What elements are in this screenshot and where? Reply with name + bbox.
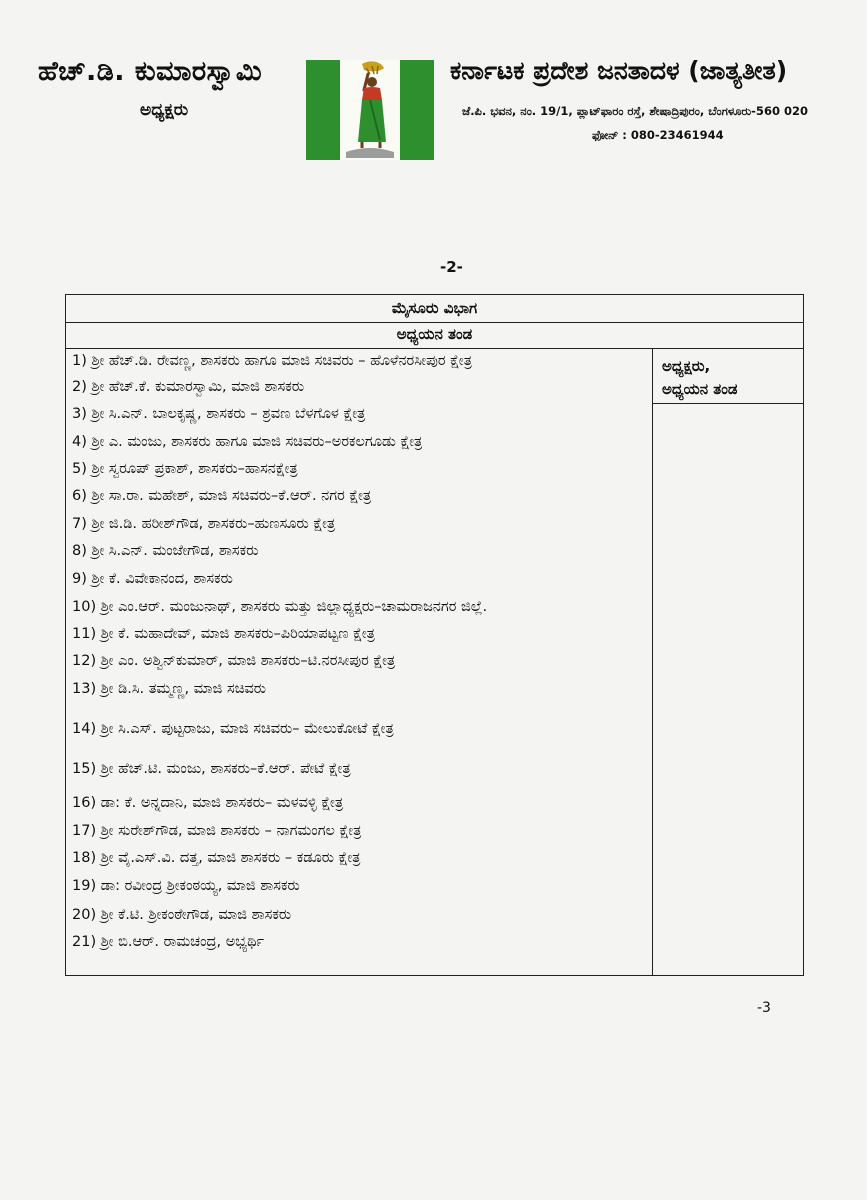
role-line-2: ಅಧ್ಯಯನ ತಂಡ <box>662 380 738 398</box>
page-number: -2- <box>440 258 463 276</box>
president-title: ಅಧ್ಯಕ್ಷರು <box>140 100 189 120</box>
list-item: 4) ಶ್ರೀ ಎ. ಮಂಜು, ಶಾಸಕರು ಹಾಗೂ ಮಾಜಿ ಸಚಿವರು–ಅರಕಲಗೂಡು ಕ್ಷೇತ್ರ <box>72 434 423 450</box>
list-item: 17) ಶ್ರೀ ಸುರೇಶ್‌ಗೌಡ, ಮಾಜಿ ಶಾಸಕರು – ನಾಗಮಂಗಲ ಕ್ಷೇತ್ರ <box>72 823 362 839</box>
list-item: 10) ಶ್ರೀ ಎಂ.ಆರ್. ಮಂಜುನಾಥ್, ಶಾಸಕರು ಮತ್ತು ಜಿಲ್ಲಾಧ್ಯಕ್ಷರು–ಚಾಮರಾಜನಗರ ಜಿಲ್ಲೆ. <box>72 599 488 615</box>
emblem-green-band-left <box>306 60 340 160</box>
list-item: 1) ಶ್ರೀ ಹೆಚ್.ಡಿ. ರೇವಣ್ಣ, ಶಾಸಕರು ಹಾಗೂ ಮಾಜಿ ಸಚಿವರು – ಹೊಳೆನರಸೀಪುರ ಕ್ಷೇತ್ರ <box>72 353 472 369</box>
list-item: 7) ಶ್ರೀ ಜಿ.ಡಿ. ಹರೀಶ್‌ಗೌಡ, ಶಾಸಕರು–ಹುಣಸೂರು ಕ್ಷೇತ್ರ <box>72 516 336 532</box>
president-name: ಹೆಚ್.ಡಿ. ಕುಮಾರಸ್ವಾಮಿ <box>38 56 263 87</box>
list-item: 14) ಶ್ರೀ ಸಿ.ಎಸ್. ಪುಟ್ಟರಾಜು, ಮಾಜಿ ಸಚಿವರು– ಮೇಲುಕೋಟೆ ಕ್ಷೇತ್ರ <box>72 721 394 737</box>
list-item: 21) ಶ್ರೀ ಬಿ.ಆರ್. ರಾಮಚಂದ್ರ, ಅಭ್ಯರ್ಥಿ <box>72 934 265 950</box>
emblem-green-band-right <box>400 60 434 160</box>
emblem-center <box>340 60 400 160</box>
team-heading: ಅಧ್ಯಯನ ತಂಡ <box>66 323 803 349</box>
list-item: 12) ಶ್ರೀ ಎಂ. ಅಶ್ವಿನ್‌ಕುಮಾರ್, ಮಾಜಿ ಶಾಸಕರು–ಟಿ.ನರಸೀಪುರ ಕ್ಷೇತ್ರ <box>72 653 396 669</box>
list-item: 8) ಶ್ರೀ ಸಿ.ಎನ್. ಮಂಜೇಗೌಡ, ಶಾಸಕರು <box>72 543 259 559</box>
party-phone: ಫೋನ್ : 080-23461944 <box>592 128 724 142</box>
list-item: 5) ಶ್ರೀ ಸ್ವರೂಪ್ ಪ್ರಕಾಶ್, ಶಾಸಕರು–ಹಾಸನಕ್ಷೇತ್ರ <box>72 461 298 477</box>
list-item: 15) ಶ್ರೀ ಹೆಚ್.ಟಿ. ಮಂಜು, ಶಾಸಕರು–ಕೆ.ಆರ್. ಪೇಟೆ ಕ್ಷೇತ್ರ <box>72 761 351 777</box>
farmer-woman-emblem-icon <box>306 60 434 160</box>
list-item: 13) ಶ್ರೀ ಡಿ.ಸಿ. ತಮ್ಮಣ್ಣ, ಮಾಜಿ ಸಚಿವರು <box>72 681 267 697</box>
list-item: 6) ಶ್ರೀ ಸಾ.ರಾ. ಮಹೇಶ್, ಮಾಜಿ ಸಚಿವರು–ಕೆ.ಆರ್. ನಗರ ಕ್ಷೇತ್ರ <box>72 488 372 504</box>
list-item: 9) ಶ್ರೀ ಕೆ. ವಿವೇಕಾನಂದ, ಶಾಸಕರು <box>72 571 233 587</box>
list-item: 18) ಶ್ರೀ ವೈ.ಎಸ್.ವಿ. ದತ್ತ, ಮಾಜಿ ಶಾಸಕರು – ಕಡೂರು ಕ್ಷೇತ್ರ <box>72 850 361 866</box>
list-item: 11) ಶ್ರೀ ಕೆ. ಮಹಾದೇವ್, ಮಾಜಿ ಶಾಸಕರು–ಪಿರಿಯಾಪಟ್ಟಣ ಕ್ಷೇತ್ರ <box>72 626 375 642</box>
list-item: 3) ಶ್ರೀ ಸಿ.ಎನ್. ಬಾಲಕೃಷ್ಣ, ಶಾಸಕರು – ಶ್ರವಣ ಬೆಳಗೊಳ ಕ್ಷೇತ್ರ <box>72 406 366 422</box>
letterhead <box>0 0 867 175</box>
list-item: 2) ಶ್ರೀ ಹೆಚ್.ಕೆ. ಕುಮಾರಸ್ವಾಮಿ, ಮಾಜಿ ಶಾಸಕರು <box>72 379 305 395</box>
role-cell-divider <box>652 403 804 404</box>
role-line-1: ಅಧ್ಯಕ್ಷರು, <box>662 357 711 375</box>
column-divider <box>652 349 653 975</box>
members-list <box>66 295 652 975</box>
division-heading: ಮೈಸೂರು ವಿಭಾಗ <box>66 295 803 323</box>
list-item: 20) ಶ್ರೀ ಕೆ.ಟಿ. ಶ್ರೀಕಂಠೇಗೌಡ, ಮಾಜಿ ಶಾಸಕರು <box>72 907 292 923</box>
list-item: 19) ಡಾ: ರವೀಂದ್ರ ಶ್ರೀಕಂಠಯ್ಯ, ಮಾಜಿ ಶಾಸಕರು <box>72 878 300 894</box>
role-cell <box>662 355 802 401</box>
party-address: ಜೆ.ಪಿ. ಭವನ, ನಂ. 19/1, ಪ್ಲಾಟ್‌ಫಾರಂ ರಸ್ತೆ, ಶೇಷಾದ್ರಿಪುರಂ, ಬೆಂಗಳೂರು-560 020 <box>462 104 808 118</box>
next-page-marker: -3 <box>757 1000 771 1016</box>
list-item: 16) ಡಾ: ಕೆ. ಅನ್ನದಾನಿ, ಮಾಜಿ ಶಾಸಕರು– ಮಳವಳ್ಳಿ ಕ್ಷೇತ್ರ <box>72 795 344 811</box>
farmer-woman-icon <box>340 60 400 160</box>
study-team-table <box>65 294 804 976</box>
party-name: ಕರ್ನಾಟಕ ಪ್ರದೇಶ ಜನತಾದಳ (ಜಾತ್ಯತೀತ) <box>450 56 788 85</box>
